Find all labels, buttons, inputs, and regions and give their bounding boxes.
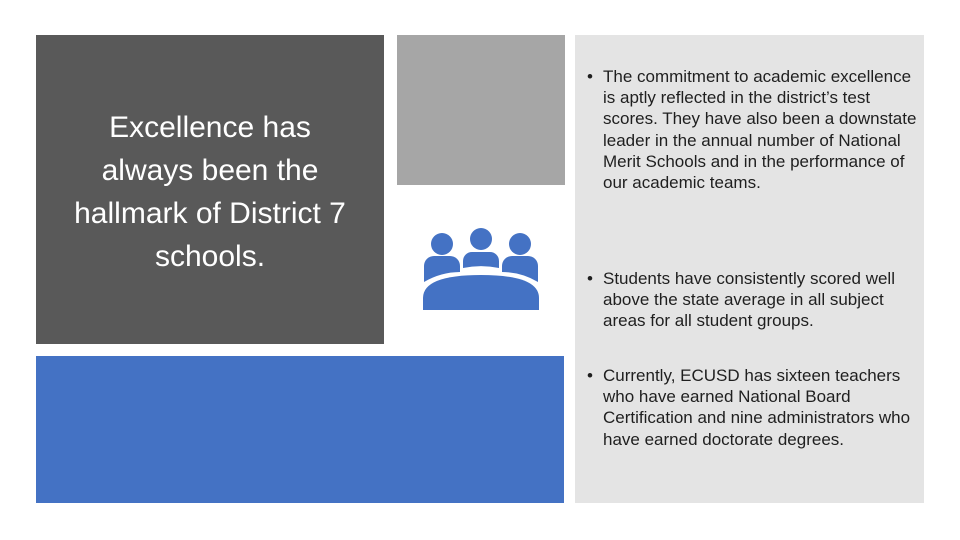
bullet-marker: • — [587, 269, 593, 288]
headline: Excellence has always been the hallmark of District 7 schools. — [74, 110, 346, 273]
headline-panel — [36, 35, 384, 344]
bullet-panel — [575, 35, 924, 503]
bullet-marker: • — [587, 366, 593, 385]
decorative-blue-block — [36, 356, 564, 503]
bullet-text: Currently, ECUSD has sixteen teachers who have earned National Board Certification and nine administrators who have earned doctorate degrees. — [603, 366, 911, 449]
decorative-gray-block — [397, 35, 565, 185]
bullet-text: The commitment to academic excellence is aptly reflected in the district’s test scores. They have also been a downstate leader in the annual number of National Merit Schools and in the performance of our academic teams. — [603, 67, 917, 193]
bullet-item — [587, 268, 925, 332]
bullet-item — [587, 66, 925, 193]
bullet-marker: • — [587, 67, 593, 86]
meeting-group-icon — [420, 228, 542, 312]
bullet-text: Students have consistently scored well above the state average in all subject areas for all student groups. — [603, 269, 895, 331]
bullet-item — [587, 365, 925, 450]
